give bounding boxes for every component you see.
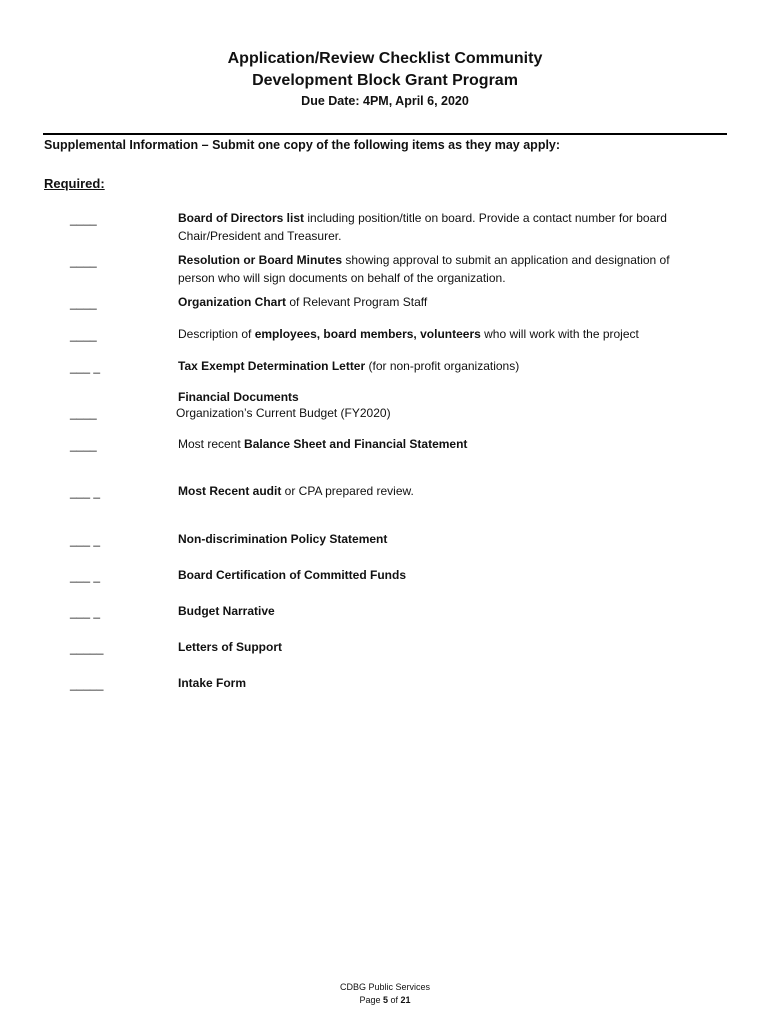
item-non-discrimination — [178, 530, 708, 548]
item-title: Most Recent audit — [178, 484, 282, 498]
checkbox-blank-board-of-directors[interactable]: ____ — [70, 212, 97, 226]
item-board-of-directors — [178, 209, 708, 245]
item-text: showing approval to submit an application and designation of person who will sign documents on behalf of the organization. — [178, 253, 670, 285]
page-mid: of — [388, 995, 401, 1005]
item-title: Board Certification of Committed Funds — [178, 568, 406, 582]
item-title: Resolution or Board Minutes — [178, 253, 343, 267]
item-title: Financial Documents — [178, 390, 299, 404]
item-title: Intake Form — [178, 676, 247, 690]
checkbox-blank-balance-sheet[interactable]: ____ — [70, 438, 97, 452]
checkbox-blank-financial[interactable]: ____ — [70, 406, 97, 420]
item-title: Budget Narrative — [178, 604, 275, 618]
item-financial-documents — [178, 388, 708, 422]
checkbox-blank-resolution[interactable]: ____ — [70, 254, 97, 268]
page-prefix: Page — [359, 995, 383, 1005]
page-total: 21 — [400, 995, 411, 1005]
required-label: Required: — [44, 176, 105, 191]
footer-label: CDBG Public Services — [339, 982, 431, 992]
item-title: Tax Exempt Determination Letter — [178, 359, 366, 373]
item-balance-sheet — [178, 435, 708, 453]
item-title: Organization Chart — [178, 295, 287, 309]
item-budget-narrative — [178, 602, 708, 620]
title-line-2: Development Block Grant Program — [252, 72, 518, 89]
item-title: Balance Sheet and Financial Statement — [244, 437, 468, 451]
item-resolution — [178, 251, 708, 287]
item-subtext: Organization’s Current Budget (FY2020) — [176, 406, 391, 420]
item-prefix: Most recent — [178, 437, 245, 451]
item-text: (for non-profit organizations) — [365, 359, 520, 373]
item-title: Non-discrimination Policy Statement — [178, 532, 388, 546]
item-text: who will work with the project — [480, 327, 639, 341]
checkbox-blank-audit[interactable]: ___ _ — [70, 485, 101, 499]
item-prefix: Description of — [178, 327, 255, 341]
page-current: 5 — [382, 995, 388, 1005]
item-letters-of-support — [178, 638, 708, 656]
due-date: Due Date: 4PM, April 6, 2020 — [301, 94, 469, 108]
checkbox-blank-non-discrimination[interactable]: ___ _ — [70, 533, 101, 547]
supplemental-heading: Supplemental Information – Submit one copy of the following items as they may apply: — [44, 138, 561, 152]
checkbox-blank-intake-form[interactable]: _____ — [70, 677, 104, 691]
item-text: including position/title on board. Provide a contact number for board Chair/President and Treasurer. — [178, 211, 667, 243]
item-audit — [178, 482, 708, 500]
item-employees — [178, 325, 708, 343]
checkbox-blank-tax-exempt[interactable]: ___ _ — [70, 360, 101, 374]
item-org-chart — [178, 293, 708, 311]
title-line-1: Application/Review Checklist Community — [227, 50, 543, 67]
checkbox-blank-org-chart[interactable]: ____ — [70, 296, 97, 310]
item-title: Letters of Support — [178, 640, 282, 654]
checkbox-blank-board-certification[interactable]: ___ _ — [70, 569, 101, 583]
item-intake-form — [178, 674, 708, 692]
checkbox-blank-employees[interactable]: ____ — [70, 328, 97, 342]
item-tax-exempt — [178, 357, 708, 375]
item-title: employees, board members, volunteers — [254, 327, 481, 341]
checkbox-blank-budget-narrative[interactable]: ___ _ — [70, 605, 101, 619]
item-board-certification — [178, 566, 708, 584]
checkbox-blank-letters-of-support[interactable]: _____ — [70, 641, 104, 655]
item-text: of Relevant Program Staff — [286, 295, 428, 309]
item-title: Board of Directors list — [178, 211, 305, 225]
item-text: or CPA prepared review. — [281, 484, 414, 498]
page-number — [0, 994, 770, 1007]
divider — [43, 133, 727, 135]
